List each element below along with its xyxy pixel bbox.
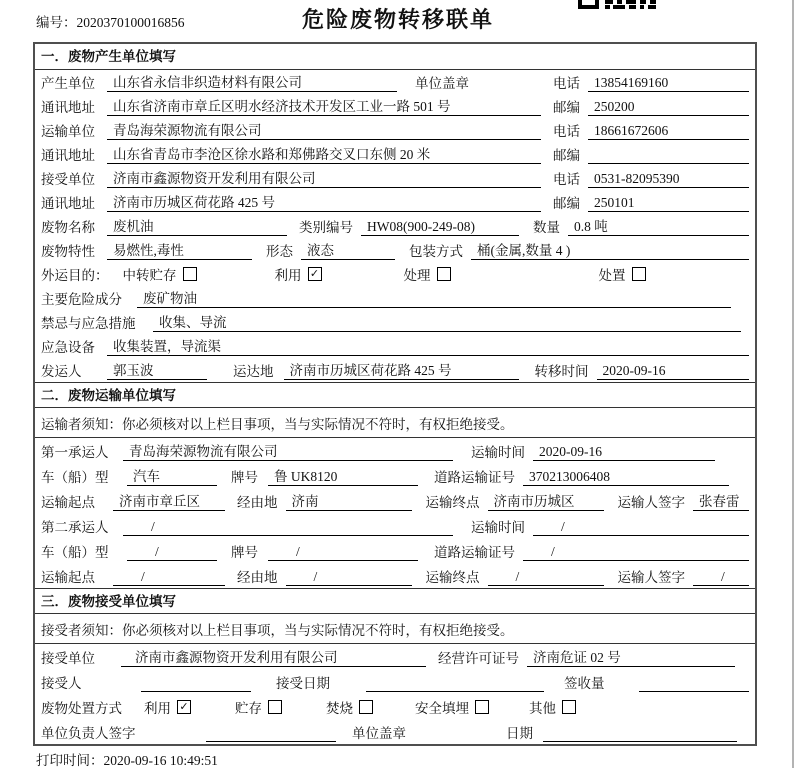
packing-value: 桶(金属,数量 4 ) — [471, 239, 749, 260]
transporter-phone-value: 18661672606 — [588, 123, 749, 140]
received-amount-value — [639, 675, 750, 692]
road-permit-label: 道路运输证号 — [434, 545, 515, 560]
transport-time1-value: 2020-09-16 — [533, 444, 715, 461]
print-time-label: 打印时间： — [36, 753, 104, 768]
checkbox-landfill-box — [475, 700, 489, 714]
row-purpose — [35, 262, 755, 286]
plate-label: 牌号 — [231, 545, 258, 560]
transporter-value: 青岛海荣源物流有限公司 — [107, 119, 541, 140]
row-producer-left — [41, 71, 553, 92]
receive-unit-label: 接受单位 — [41, 651, 95, 666]
receive-date-value — [366, 675, 544, 692]
row-receiver-address-right — [553, 192, 749, 212]
origin-label: 运输起点 — [41, 495, 95, 510]
packing-label: 包装方式 — [409, 244, 463, 259]
row-vehicle1 — [35, 463, 755, 488]
equipment-value: 收集装置，导流渠 — [107, 335, 749, 356]
row-waste-name — [35, 214, 755, 238]
transfer-time-label: 转移时间 — [534, 364, 589, 379]
row-route1 — [35, 488, 755, 513]
purpose-label: 外运目的： — [41, 268, 109, 283]
address-label: 通讯地址 — [41, 196, 95, 211]
row-receiver-left — [41, 167, 553, 188]
receiver-zip-value: 250101 — [588, 195, 749, 212]
transporter-address-value: 山东省青岛市李沧区徐水路和郑佛路交叉口东侧 20 米 — [107, 143, 541, 164]
checkbox-utilize-2-box: ✓ — [177, 700, 191, 714]
checkbox-utilize-2 — [144, 697, 191, 717]
qr-code-fragment — [578, 0, 656, 9]
waste-name-value: 废机油 — [107, 215, 287, 236]
receiver-notice: 接受者须知：你必须核对以上栏目事项，当与实际情况不符时，有权拒绝接受。 — [35, 614, 755, 644]
zip-label: 邮编 — [553, 100, 580, 115]
producer-address-value: 山东省济南市章丘区明水经济技术开发区工业一路 501 号 — [107, 95, 541, 116]
plate1-value: 鲁 UK8120 — [268, 465, 418, 486]
form-value: 液态 — [301, 239, 395, 260]
row-disposal-method — [35, 694, 755, 719]
page-edge-line — [792, 0, 794, 768]
row-carrier2 — [35, 513, 755, 538]
checkbox-incinerate — [326, 697, 373, 717]
taboo-value: 收集、导流 — [153, 311, 741, 332]
carrier2-label: 第二承运人 — [41, 520, 109, 535]
address-label: 通讯地址 — [41, 148, 95, 163]
checkbox-other-box — [562, 700, 576, 714]
row-transporter-right — [553, 120, 749, 140]
hazard-label: 主要危险成分 — [41, 292, 122, 307]
transporter-label: 运输单位 — [41, 124, 95, 139]
row-carrier1 — [35, 438, 755, 463]
terminus1-value: 济南市历城区 — [488, 490, 604, 511]
row-transporter-address-right — [553, 144, 749, 164]
row-transporter-address — [35, 142, 755, 166]
vehicle-type-label: 车（船）型 — [41, 545, 109, 560]
receiver-value: 济南市鑫源物资开发利用有限公司 — [107, 167, 541, 188]
transport-time2-value: / — [533, 519, 749, 536]
sender-value: 郭玉波 — [107, 359, 207, 380]
terminus-label: 运输终点 — [425, 570, 480, 585]
section1-header: 一．废物产生单位填写 — [35, 44, 755, 70]
taboo-label: 禁忌与应急措施 — [41, 316, 136, 331]
date-value — [543, 725, 737, 742]
row-transporter — [35, 118, 755, 142]
checkbox-utilize-box: ✓ — [308, 267, 322, 281]
via1-value: 济南 — [286, 490, 412, 511]
row-transporter-address-left — [41, 143, 553, 164]
transporter-sign-label: 运输人签字 — [617, 570, 685, 585]
row-receiver-right — [553, 168, 749, 188]
carrier1-label: 第一承运人 — [41, 445, 109, 460]
checkbox-landfill — [415, 697, 489, 717]
row-equipment — [35, 334, 755, 358]
terminus-label: 运输终点 — [425, 495, 480, 510]
checkbox-dispose — [599, 264, 646, 284]
print-time-line — [36, 749, 218, 768]
transfer-form — [33, 42, 757, 746]
checkbox-store-box — [268, 700, 282, 714]
phone-label: 电话 — [553, 76, 580, 91]
receive-person-value — [141, 675, 251, 692]
destination-value: 济南市历城区荷花路 425 号 — [284, 359, 519, 380]
row-producer-address-left — [41, 95, 553, 116]
transporter-sign1-value: 张春雷 — [693, 490, 749, 511]
waste-character-value: 易燃性,毒性 — [107, 239, 252, 260]
leader-sign-label: 单位负责人签字 — [41, 726, 136, 741]
receiver-phone-value: 0531-82095390 — [588, 171, 749, 188]
waste-name-label: 废物名称 — [41, 220, 95, 235]
row-waste-character — [35, 238, 755, 262]
checkbox-treat-box — [437, 267, 451, 281]
row-receiver-address — [35, 190, 755, 214]
checkbox-incinerate-label: 焚烧 — [326, 701, 353, 716]
origin1-value: 济南市章丘区 — [113, 490, 225, 511]
row-leader-sign — [35, 719, 755, 744]
category-code-value: HW08(900-249-08) — [361, 219, 519, 236]
destination-label: 运达地 — [233, 364, 274, 379]
origin-label: 运输起点 — [41, 570, 95, 585]
print-time-value: 2020-09-16 10:49:51 — [103, 753, 218, 768]
road-permit2-value: / — [523, 544, 749, 561]
plate2-value: / — [268, 544, 418, 561]
producer-phone-value: 13854169160 — [588, 75, 749, 92]
row-hazard — [35, 286, 755, 310]
terminus2-value: / — [488, 569, 604, 586]
checkbox-store — [235, 697, 282, 717]
transporter-sign-label: 运输人签字 — [617, 495, 685, 510]
via-label: 经由地 — [237, 570, 278, 585]
quantity-label: 数量 — [533, 220, 560, 235]
section3-header: 三．废物接受单位填写 — [35, 588, 755, 614]
checkbox-dispose-box — [632, 267, 646, 281]
row-transporter-left — [41, 119, 553, 140]
carrier1-value: 青岛海荣源物流有限公司 — [123, 440, 453, 461]
date-label: 日期 — [506, 726, 533, 741]
leader-sign-value — [206, 725, 336, 742]
section2-header: 二．废物运输单位填写 — [35, 382, 755, 408]
transport-time-label: 运输时间 — [471, 445, 525, 460]
checkbox-utilize-2-label: 利用 — [144, 701, 171, 716]
checkbox-treat-label: 处理 — [403, 268, 431, 283]
checkbox-utilize — [275, 264, 322, 284]
receive-date-label: 接受日期 — [276, 676, 330, 691]
checkbox-landfill-label: 安全填埋 — [415, 701, 469, 716]
zip-label: 邮编 — [553, 196, 580, 211]
checkbox-transfer-storage-box — [183, 267, 197, 281]
checkbox-utilize-label: 利用 — [274, 268, 302, 283]
unit-stamp-label: 单位盖章 — [415, 76, 469, 91]
disposal-method-label: 废物处置方式 — [41, 701, 122, 716]
checkbox-other — [529, 697, 576, 717]
checkbox-dispose-label: 处置 — [598, 268, 626, 283]
equipment-label: 应急设备 — [41, 340, 95, 355]
hazard-value: 废矿物油 — [137, 287, 731, 308]
row-producer-address-right — [553, 96, 749, 116]
producer-value: 山东省永信非织造材料有限公司 — [107, 71, 397, 92]
license-value: 济南危证 02 号 — [527, 646, 735, 667]
received-amount-label: 签收量 — [564, 676, 605, 691]
phone-label: 电话 — [553, 124, 580, 139]
checkbox-other-label: 其他 — [529, 701, 556, 716]
category-code-label: 类别编号 — [299, 220, 353, 235]
plate-label: 牌号 — [231, 470, 258, 485]
waste-character-label: 废物特性 — [41, 244, 95, 259]
producer-zip-value: 250200 — [588, 99, 749, 116]
vehicle-type2-value: / — [127, 544, 217, 561]
transfer-time-value: 2020-09-16 — [597, 363, 750, 380]
checkbox-store-label: 贮存 — [235, 701, 262, 716]
receive-person-label: 接受人 — [41, 676, 82, 691]
serial-label: 编号： — [36, 15, 77, 30]
row-producer-right — [553, 72, 749, 92]
checkbox-transfer-storage — [123, 264, 197, 284]
checkbox-treat — [404, 264, 451, 284]
row-vehicle2 — [35, 538, 755, 563]
transporter-sign2-value: / — [693, 569, 749, 586]
vehicle-type1-value: 汽车 — [127, 465, 217, 486]
receiver-address-value: 济南市历城区荷花路 425 号 — [107, 191, 541, 212]
transport-time-label: 运输时间 — [471, 520, 525, 535]
sender-label: 发运人 — [41, 364, 82, 379]
transporter-zip-value — [588, 147, 749, 164]
row-producer — [35, 70, 755, 94]
road-permit1-value: 370213006408 — [523, 469, 729, 486]
form-label: 形态 — [266, 244, 293, 259]
unit-stamp-label-2: 单位盖章 — [352, 726, 406, 741]
producer-label: 产生单位 — [41, 76, 95, 91]
row-route2 — [35, 563, 755, 588]
phone-label: 电话 — [553, 172, 580, 187]
address-label: 通讯地址 — [41, 100, 95, 115]
row-producer-address — [35, 94, 755, 118]
zip-label: 邮编 — [553, 148, 580, 163]
receiver-label: 接受单位 — [41, 172, 95, 187]
checkbox-transfer-storage-label: 中转贮存 — [122, 268, 177, 283]
page-title: 危险废物转移联单 — [301, 7, 494, 32]
road-permit-label: 道路运输证号 — [434, 470, 515, 485]
receive-unit-value: 济南市鑫源物资开发利用有限公司 — [121, 646, 426, 667]
row-taboo — [35, 310, 755, 334]
row-receiver — [35, 166, 755, 190]
license-label: 经营许可证号 — [438, 651, 519, 666]
via2-value: / — [286, 569, 412, 586]
row-receive-unit — [35, 644, 755, 669]
checkbox-incinerate-box — [359, 700, 373, 714]
transporter-notice: 运输者须知：你必须核对以上栏目事项，当与实际情况不符时，有权拒绝接受。 — [35, 408, 755, 438]
quantity-value: 0.8 吨 — [568, 215, 749, 236]
origin2-value: / — [113, 569, 225, 586]
row-receive-person — [35, 669, 755, 694]
vehicle-type-label: 车（船）型 — [41, 470, 109, 485]
carrier2-value: / — [123, 519, 453, 536]
via-label: 经由地 — [237, 495, 278, 510]
row-sender — [35, 358, 755, 382]
serial-value: 2020370100016856 — [76, 15, 185, 30]
row-receiver-address-left — [41, 191, 553, 212]
